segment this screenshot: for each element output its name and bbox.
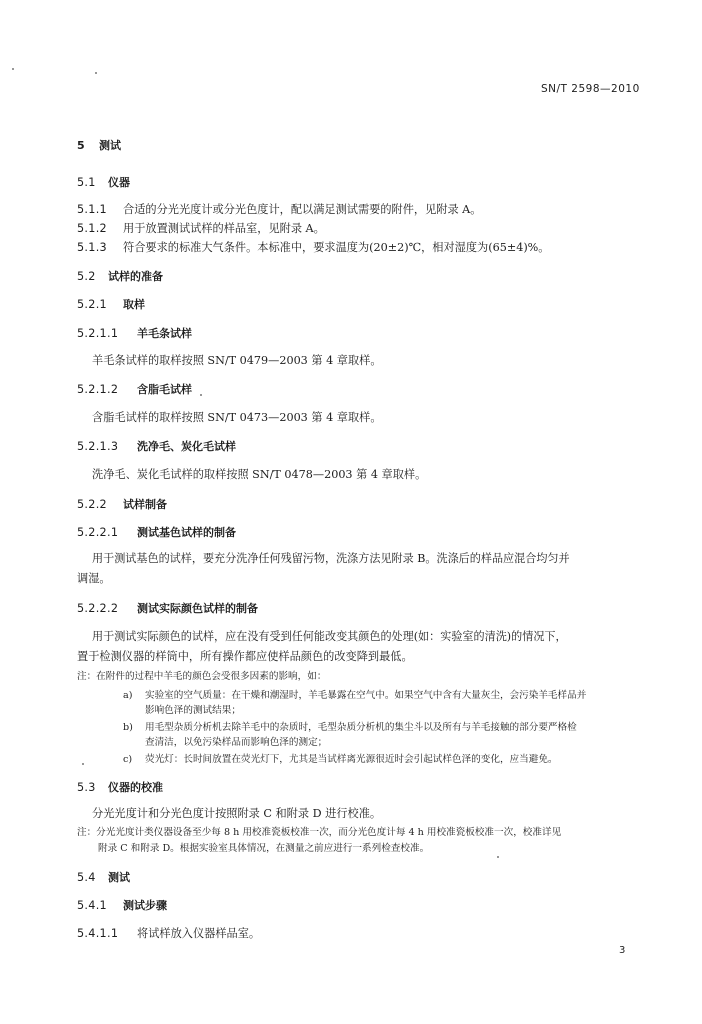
note-b-line1: 用毛型杂质分析机去除羊毛中的杂质时，毛型杂质分析机的集尘斗以及所有与羊毛接触的部分要严格检 (145, 722, 577, 733)
section-5-2-2-1-body-line1: 用于测试基色的试样，要充分洗净任何残留污物，洗涤方法见附录 B。洗涤后的样品应混合均匀并 (92, 552, 570, 565)
section-5-4-title: 测试 (108, 871, 130, 884)
note-a-line1: 实验室的空气质量：在干燥和潮湿时，羊毛暴露在空气中。如果空气中含有大量灰尘，会污染羊毛样品并 (145, 690, 587, 701)
scan-speck (200, 394, 202, 396)
section-5-2-2-number: 5.2.2 (77, 498, 107, 511)
section-5-2-1-3-body: 洗净毛、炭化毛试样的取样按照 SN/T 0478—2003 第 4 章取样。 (92, 468, 427, 481)
note-intro: 注：在附件的过程中羊毛的颜色会受很多因素的影响，如： (77, 671, 327, 682)
section-5-2-1-title: 取样 (123, 298, 145, 311)
section-5-1-title: 仪器 (108, 176, 130, 189)
section-5-2-2-1-title: 测试基色试样的制备 (137, 526, 236, 539)
section-5-3-note-line1: 注：分光光度计类仪器设备至少每 8 h 用校准瓷板校准一次，而分光色度计每 4 h 用校准瓷板校准一次，校准详见 (77, 827, 562, 838)
scan-speck (82, 763, 84, 765)
page-number: 3 (619, 945, 626, 956)
section-5-2-1-3-title: 洗净毛、炭化毛试样 (137, 440, 236, 453)
section-5-4-1-title: 测试步骤 (123, 899, 167, 912)
standard-id: SN/T 2598—2010 (541, 83, 640, 95)
section-5-2-2-title: 试样制备 (123, 498, 167, 511)
section-5-4-number: 5.4 (77, 871, 96, 884)
section-5-2-1-1-number: 5.2.1.1 (77, 327, 119, 340)
section-5-2-number: 5.2 (77, 270, 96, 283)
section-5-2-2-1-number: 5.2.2.1 (77, 526, 119, 539)
clause-5-1-2-number: 5.1.2 (77, 222, 107, 235)
section-5-2-1-1-title: 羊毛条试样 (137, 327, 192, 340)
section-5-2-1-number: 5.2.1 (77, 298, 107, 311)
note-b-label: b) (123, 722, 133, 733)
section-5-2-1-2-title: 含脂毛试样 (137, 383, 192, 396)
note-a-label: a) (123, 690, 133, 701)
section-5-number: 5 (77, 139, 85, 152)
section-5-2-title: 试样的准备 (108, 270, 163, 283)
clause-5-4-1-1-number: 5.4.1.1 (77, 927, 119, 940)
scan-speck (95, 72, 97, 74)
section-5-2-2-2-title: 测试实际颜色试样的制备 (137, 602, 258, 615)
clause-5-1-2-text: 用于放置测试试样的样品室，见附录 A。 (123, 222, 325, 235)
section-5-3-number: 5.3 (77, 781, 96, 794)
section-5-1-number: 5.1 (77, 176, 96, 189)
note-c-label: c) (123, 754, 133, 765)
section-5-2-1-2-body: 含脂毛试样的取样按照 SN/T 0473—2003 第 4 章取样。 (92, 411, 382, 424)
clause-5-4-1-1-text: 将试样放入仪器样品室。 (137, 927, 261, 940)
section-5-4-1-number: 5.4.1 (77, 899, 107, 912)
section-5-3-note-line2: 附录 C 和附录 D。根据实验室具体情况，在测量之前应进行一系列检查校准。 (98, 843, 430, 854)
note-c-line1: 荧光灯：长时间放置在荧光灯下，尤其是当试样离光源很近时会引起试样色泽的变化，应当避免。 (145, 754, 558, 765)
clause-5-1-1-text: 合适的分光光度计或分光色度计，配以满足测试需要的附件，见附录 A。 (123, 203, 482, 216)
section-5-2-2-2-body-line2: 置于检测仪器的样筒中，所有操作都应使样品颜色的改变降到最低。 (77, 650, 413, 663)
section-5-2-1-3-number: 5.2.1.3 (77, 440, 119, 453)
clause-5-1-1-number: 5.1.1 (77, 203, 107, 216)
scan-speck (497, 856, 499, 858)
section-5-2-1-1-body: 羊毛条试样的取样按照 SN/T 0479—2003 第 4 章取样。 (92, 354, 382, 367)
section-5-2-2-1-body-line2: 调湿。 (77, 572, 111, 585)
section-5-title: 测试 (99, 139, 121, 152)
clause-5-1-3-number: 5.1.3 (77, 241, 107, 254)
section-5-2-1-2-number: 5.2.1.2 (77, 383, 119, 396)
note-a-line2: 影响色泽的测试结果； (145, 705, 241, 716)
note-b-line2: 查清洁，以免污染样品而影响色泽的测定； (145, 737, 328, 748)
section-5-3-title: 仪器的校准 (108, 781, 163, 794)
clause-5-1-3-text: 符合要求的标准大气条件。本标准中，要求温度为(20±2)℃，相对湿度为(65±4)%。 (123, 241, 550, 254)
section-5-2-2-2-number: 5.2.2.2 (77, 602, 119, 615)
section-5-3-body: 分光光度计和分光色度计按照附录 C 和附录 D 进行校准。 (92, 807, 382, 820)
scan-speck (12, 68, 14, 70)
section-5-2-2-2-body-line1: 用于测试实际颜色的试样，应在没有受到任何能改变其颜色的处理(如：实验室的清洗)的情况下， (92, 630, 567, 643)
